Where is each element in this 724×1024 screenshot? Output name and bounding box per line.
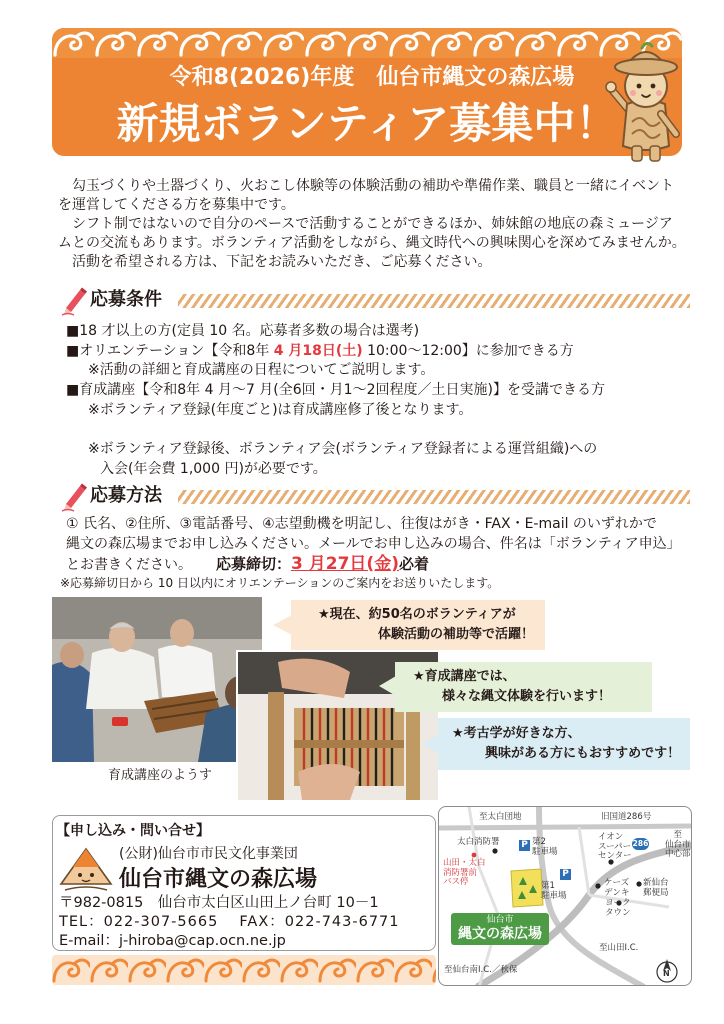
condition-note: ※活動の詳細と育成講座の日程についてご説明します。 — [88, 362, 435, 378]
orientation-date: 4 月18日(土) — [273, 343, 363, 359]
contact-facility-name: 仙台市縄文の森広場 — [119, 867, 318, 892]
photo-workshop — [52, 597, 262, 762]
intro-line: 活動を希望される方は、下記をお読みいただき、ご応募ください。 — [72, 254, 492, 270]
method-line: ① 氏名、②住所、③電話番号、④志望動機を明記し、往復はがき・FAX・E-mail のいずれかで — [66, 516, 657, 532]
contact-email: E-mail：j-hiroba@cap.ocn.ne.jp — [59, 933, 286, 949]
parking-icon: P — [560, 869, 571, 880]
intro-line: 勾玉づくりや土器づくり、火おこし体験等の体験活動の補助や準備作業、職員と一緒にイベント — [72, 178, 674, 194]
map-label-bus-stop: 山田・太白 消防署前 バス停 — [443, 858, 486, 887]
north-arrow-icon: N — [663, 969, 670, 978]
contact-phone-fax: TEL：022-307-5665 FAX：022-743-6771 — [59, 914, 400, 930]
heading-stripe — [178, 294, 690, 308]
method-deadline-line — [66, 553, 429, 576]
condition-item-age: ■18 才以上の方(定員 10 名。応募者多数の場合は選考) — [66, 323, 420, 339]
access-map — [438, 806, 692, 986]
callout-pointer — [423, 734, 439, 754]
section-heading-method — [60, 482, 692, 510]
deadline-label: 応募締切： — [216, 555, 292, 573]
header-subtitle: 令和8(2026)年度 仙台市縄文の森広場 — [169, 65, 575, 90]
callout-training — [395, 662, 652, 712]
map-label-old-route: 旧国道286号 — [601, 812, 652, 822]
mascot-character — [598, 42, 690, 167]
photo-caption: 育成講座のようす — [107, 768, 212, 783]
deadline-date: 3 月27日(金) — [291, 554, 399, 574]
header-title: 新規ボランティア募集中！ — [116, 99, 618, 148]
condition-item-training: ■育成講座【令和8年 4 月～7 月(全6回・月1～2回程度／土日実施)】を受講できる方 — [66, 382, 605, 398]
map-label-parking-1: 第1 駐車場 — [541, 881, 567, 901]
condition-note: 入会(年会費 1,000 円)が必要です。 — [100, 461, 327, 477]
condition-note: ※ボランティア登録(年度ごと)は育成講座修了後となります。 — [88, 402, 473, 418]
pen-icon — [60, 286, 88, 316]
section-title: 応募条件 — [90, 289, 162, 310]
section-title: 応募方法 — [90, 485, 162, 506]
organization-logo — [59, 846, 113, 896]
condition-item-orientation — [66, 341, 574, 361]
method-line: とお書きください。 — [66, 557, 192, 573]
method-line: 縄文の森広場までお申し込みください。メールでお申し込みの場合、件名は「ボランティア申込」 — [66, 536, 681, 552]
heading-stripe — [178, 490, 690, 504]
contact-heading: 【申し込み・問い合せ】 — [56, 823, 210, 839]
callout-pointer — [379, 676, 396, 696]
section-heading-conditions — [60, 286, 692, 314]
callout-line: 体験活動の補助等で活躍！ — [378, 627, 535, 642]
map-label-post-office: 新仙台 郵便局 — [643, 878, 669, 898]
map-label-york-town: ヨーク タウン — [605, 898, 631, 918]
map-label-taihaku-danchi: 至太白団地 — [479, 812, 522, 822]
parking-icon: P — [519, 840, 530, 851]
contact-organization: (公財)仙台市市民文化事業団 — [119, 846, 298, 862]
contact-address: 〒982-0815 仙台市太白区山田上ノ台町 10－1 — [59, 895, 379, 911]
map-label-ks-denki: ケーズ デンキ — [604, 878, 630, 898]
header-banner — [52, 28, 682, 156]
condition-note: ※ボランティア登録後、ボランティア会(ボランティア登録者による運営組織)への — [88, 441, 598, 457]
map-site-prefix: 仙台市 — [486, 915, 514, 925]
map-label-sendai-minami: 至仙台南I.C.／秋保 — [444, 965, 518, 975]
map-label-aeon: イオン スーパー センター — [598, 832, 632, 861]
intro-line: シフト制ではないので自分のペースで活動することができるほか、姉妹館の地底の森ミュージア — [72, 216, 673, 232]
map-label-fire-station: 太白消防署 — [457, 837, 500, 847]
callout-line: 様々な縄文体験を行います！ — [442, 689, 612, 704]
deadline-suffix: 必着 — [398, 555, 429, 573]
method-note: ※応募締切日から 10 日以内にオリエンテーションのご案内をお送りいたします。 — [60, 576, 500, 590]
route-286-badge: 286 — [632, 839, 649, 848]
wave-border-top — [52, 28, 682, 58]
orientation-time: 10:00～12:00】に参加できる方 — [362, 343, 574, 359]
pen-icon — [60, 482, 88, 512]
map-site-name: 縄文の森広場 — [458, 926, 542, 942]
map-label-parking-2: 第2 駐車場 — [532, 837, 558, 857]
map-label-yamada-ic: 至山田I.C. — [599, 943, 639, 953]
callout-line: ★考古学が好きな方、 — [452, 726, 581, 741]
callout-volunteers — [291, 600, 545, 650]
intro-line: を運営してくださる方を募集中です。 — [58, 197, 295, 213]
intro-line: ムとの交流もあります。ボランティア活動をしながら、縄文時代への興味関心を深めてみませんか。 — [58, 235, 686, 251]
callout-archaeology — [438, 718, 690, 770]
orientation-text: ■オリエンテーション【令和8年 — [66, 343, 274, 359]
contact-box — [52, 815, 436, 951]
callout-pointer — [273, 615, 292, 635]
map-site-marker — [451, 913, 549, 945]
callout-line: 興味がある方にもおすすめです！ — [485, 746, 681, 761]
callout-line: ★現在、約50名のボランティアが — [318, 607, 516, 622]
callout-line: ★育成講座では、 — [413, 669, 516, 684]
wave-border-bottom — [52, 955, 436, 985]
map-label-city-center: 至 仙台市 中心部 — [665, 830, 691, 859]
